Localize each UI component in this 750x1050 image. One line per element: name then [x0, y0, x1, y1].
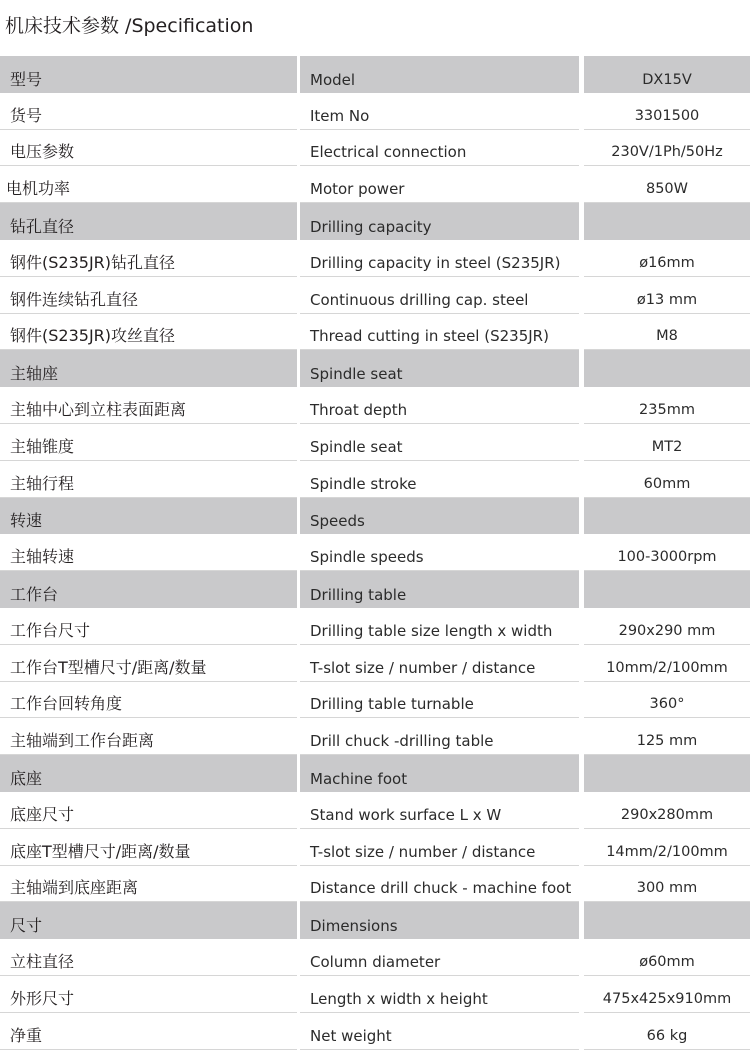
label-en: Speeds [310, 512, 365, 531]
label-cn: 钢件(S235JR)钻孔直径 [10, 252, 176, 272]
value: DX15V [642, 71, 692, 88]
value-cell [584, 461, 750, 498]
value-cell [584, 976, 750, 1013]
label-en-cell [300, 866, 579, 903]
label-cn: 钢件(S235JR)攻丝直径 [10, 326, 176, 346]
label-en: Model [310, 70, 356, 89]
label-cn-cell [0, 424, 297, 461]
value: 475x425x910mm [602, 990, 732, 1007]
table-row [0, 792, 750, 829]
label-en-cell [300, 792, 579, 829]
label-cn-cell [0, 792, 297, 829]
value: 60mm [643, 475, 691, 492]
label-cn-cell [0, 350, 297, 387]
label-en-cell [300, 387, 579, 424]
label-en-cell [300, 498, 579, 535]
value: 290x280mm [620, 806, 714, 823]
value-cell [584, 350, 750, 387]
table-row [0, 534, 750, 571]
label-en-cell [300, 976, 579, 1013]
section-header-row [0, 902, 750, 939]
value-cell [584, 203, 750, 240]
value-cell [584, 240, 750, 277]
label-cn-cell [0, 976, 297, 1013]
label-en: Net weight [310, 1026, 392, 1045]
label-cn-cell [0, 755, 297, 792]
value-cell [584, 498, 750, 535]
label-en-cell [300, 424, 579, 461]
value-cell [584, 571, 750, 608]
label-en: Throat depth [310, 400, 408, 419]
label-en: Spindle speeds [310, 548, 424, 567]
label-en-cell [300, 166, 579, 203]
label-en-cell [300, 608, 579, 645]
label-cn-cell [0, 130, 297, 167]
value-cell [584, 387, 750, 424]
section-header-row [0, 498, 750, 535]
label-cn: 立柱直径 [10, 951, 75, 971]
value-cell [584, 682, 750, 719]
table-row [0, 277, 750, 314]
table-row [0, 387, 750, 424]
label-cn-cell [0, 939, 297, 976]
label-cn: 货号 [10, 105, 43, 125]
spec-table [0, 56, 750, 1050]
label-en-cell [300, 718, 579, 755]
label-en: T-slot size / number / distance [310, 658, 536, 677]
label-cn: 主轴中心到立柱表面距离 [10, 399, 187, 419]
value: 300 mm [636, 880, 698, 897]
label-cn: 工作台尺寸 [10, 620, 91, 640]
value-cell [584, 1013, 750, 1050]
value: 360° [649, 696, 685, 713]
table-row [0, 240, 750, 277]
label-en-cell [300, 350, 579, 387]
value-cell [584, 792, 750, 829]
label-en-cell [300, 645, 579, 682]
value: ø13 mm [636, 291, 698, 308]
label-cn: 工作台 [10, 584, 59, 604]
value: 850W [645, 181, 688, 198]
label-en-cell [300, 1013, 579, 1050]
value-cell [584, 166, 750, 203]
label-cn-cell [0, 534, 297, 571]
table-row [0, 424, 750, 461]
table-row [0, 130, 750, 167]
label-cn: 底座尺寸 [10, 804, 75, 824]
value-cell [584, 866, 750, 903]
label-cn-cell [0, 93, 297, 130]
table-row [0, 1013, 750, 1050]
section-header-row [0, 56, 750, 93]
label-en-cell [300, 682, 579, 719]
label-en: Length x width x height [310, 989, 488, 1008]
label-cn-cell [0, 166, 297, 203]
value-cell [584, 56, 750, 93]
label-en-cell [300, 534, 579, 571]
label-en-cell [300, 829, 579, 866]
value-cell [584, 718, 750, 755]
value-cell [584, 424, 750, 461]
table-row [0, 314, 750, 351]
label-en-cell [300, 939, 579, 976]
value-cell [584, 534, 750, 571]
label-cn: 尺寸 [10, 916, 43, 936]
label-en-cell [300, 571, 579, 608]
label-cn: 工作台回转角度 [10, 694, 123, 714]
label-cn-cell [0, 203, 297, 240]
label-cn-cell [0, 866, 297, 903]
table-row [0, 166, 750, 203]
value: ø16mm [639, 254, 695, 271]
table-row [0, 461, 750, 498]
label-cn: 电机功率 [6, 179, 71, 199]
value-cell [584, 277, 750, 314]
value-cell [584, 755, 750, 792]
label-cn: 工作台T型槽尺寸/距离/数量 [10, 657, 207, 677]
label-cn: 钢件连续钻孔直径 [10, 289, 139, 309]
value-cell [584, 314, 750, 351]
label-cn-cell [0, 461, 297, 498]
label-en: Drill chuck -drilling table [310, 732, 494, 751]
label-cn-cell [0, 829, 297, 866]
label-cn: 主轴座 [10, 364, 59, 384]
label-en: Drilling capacity in steel (S235JR) [310, 253, 561, 272]
table-row [0, 93, 750, 130]
table-row [0, 608, 750, 645]
label-en: Distance drill chuck - machine foot [310, 879, 572, 898]
value: MT2 [651, 438, 683, 455]
label-en: Drilling table size length x width [310, 621, 553, 640]
label-en: Thread cutting in steel (S235JR) [310, 327, 549, 346]
label-en: Column diameter [310, 952, 441, 971]
value: 100-3000rpm [617, 549, 717, 566]
label-en-cell [300, 130, 579, 167]
label-cn: 底座 [10, 768, 43, 788]
table-row [0, 976, 750, 1013]
label-en-cell [300, 314, 579, 351]
label-en: Spindle stroke [310, 474, 417, 493]
label-en: Spindle seat [310, 365, 403, 384]
label-cn: 主轴端到底座距离 [10, 878, 139, 898]
label-cn-cell [0, 1013, 297, 1050]
value: ø60mm [639, 953, 695, 970]
label-en-cell [300, 461, 579, 498]
page-title: 机床技术参数 /Specification [5, 15, 254, 37]
label-en: Item No [310, 106, 370, 125]
label-cn-cell [0, 498, 297, 535]
label-en-cell [300, 203, 579, 240]
label-cn-cell [0, 902, 297, 939]
label-cn: 底座T型槽尺寸/距离/数量 [10, 841, 191, 861]
label-cn: 电压参数 [10, 142, 75, 162]
label-cn-cell [0, 277, 297, 314]
label-cn-cell [0, 56, 297, 93]
label-en: Stand work surface L x W [310, 805, 502, 824]
value-cell [584, 645, 750, 682]
label-en: T-slot size / number / distance [310, 842, 536, 861]
label-cn-cell [0, 608, 297, 645]
value: 230V/1Ph/50Hz [611, 144, 723, 161]
table-row [0, 682, 750, 719]
label-cn: 净重 [10, 1025, 43, 1045]
label-cn: 外形尺寸 [10, 988, 75, 1008]
table-row [0, 829, 750, 866]
label-cn: 主轴行程 [10, 473, 75, 493]
label-cn-cell [0, 718, 297, 755]
label-cn: 主轴转速 [10, 547, 75, 567]
label-en: Machine foot [310, 769, 408, 788]
label-en-cell [300, 56, 579, 93]
value-cell [584, 93, 750, 130]
label-en-cell [300, 902, 579, 939]
value: 10mm/2/100mm [606, 659, 728, 676]
section-header-row [0, 755, 750, 792]
label-cn: 转速 [10, 511, 43, 531]
label-en: Drilling capacity [310, 217, 432, 236]
value: 235mm [639, 401, 695, 418]
label-cn-cell [0, 387, 297, 424]
table-row [0, 645, 750, 682]
label-cn: 型号 [10, 69, 43, 89]
value-cell [584, 939, 750, 976]
value-cell [584, 608, 750, 645]
table-row [0, 718, 750, 755]
label-cn-cell [0, 682, 297, 719]
value: M8 [656, 328, 678, 345]
label-cn: 主轴端到工作台距离 [10, 731, 155, 751]
label-en-cell [300, 240, 579, 277]
table-row [0, 939, 750, 976]
label-cn-cell [0, 571, 297, 608]
value: 290x290 mm [618, 622, 716, 639]
label-en-cell [300, 755, 579, 792]
section-header-row [0, 203, 750, 240]
label-en: Drilling table [310, 585, 407, 604]
value: 66 kg [646, 1027, 688, 1044]
label-en-cell [300, 277, 579, 314]
label-cn-cell [0, 314, 297, 351]
label-en: Dimensions [310, 917, 398, 936]
label-en: Continuous drilling cap. steel [310, 290, 529, 309]
value: 125 mm [636, 733, 698, 750]
value-cell [584, 130, 750, 167]
value-cell [584, 829, 750, 866]
label-en: Electrical connection [310, 143, 467, 162]
value-cell [584, 902, 750, 939]
label-cn: 钻孔直径 [10, 216, 75, 236]
label-cn-cell [0, 240, 297, 277]
label-en: Spindle seat [310, 437, 403, 456]
section-header-row [0, 350, 750, 387]
label-en: Motor power [310, 180, 405, 199]
label-en: Drilling table turnable [310, 695, 474, 714]
table-row [0, 866, 750, 903]
label-cn: 主轴锥度 [10, 436, 75, 456]
value: 14mm/2/100mm [606, 843, 728, 860]
label-en-cell [300, 93, 579, 130]
section-header-row [0, 571, 750, 608]
value: 3301500 [634, 107, 700, 124]
label-cn-cell [0, 645, 297, 682]
